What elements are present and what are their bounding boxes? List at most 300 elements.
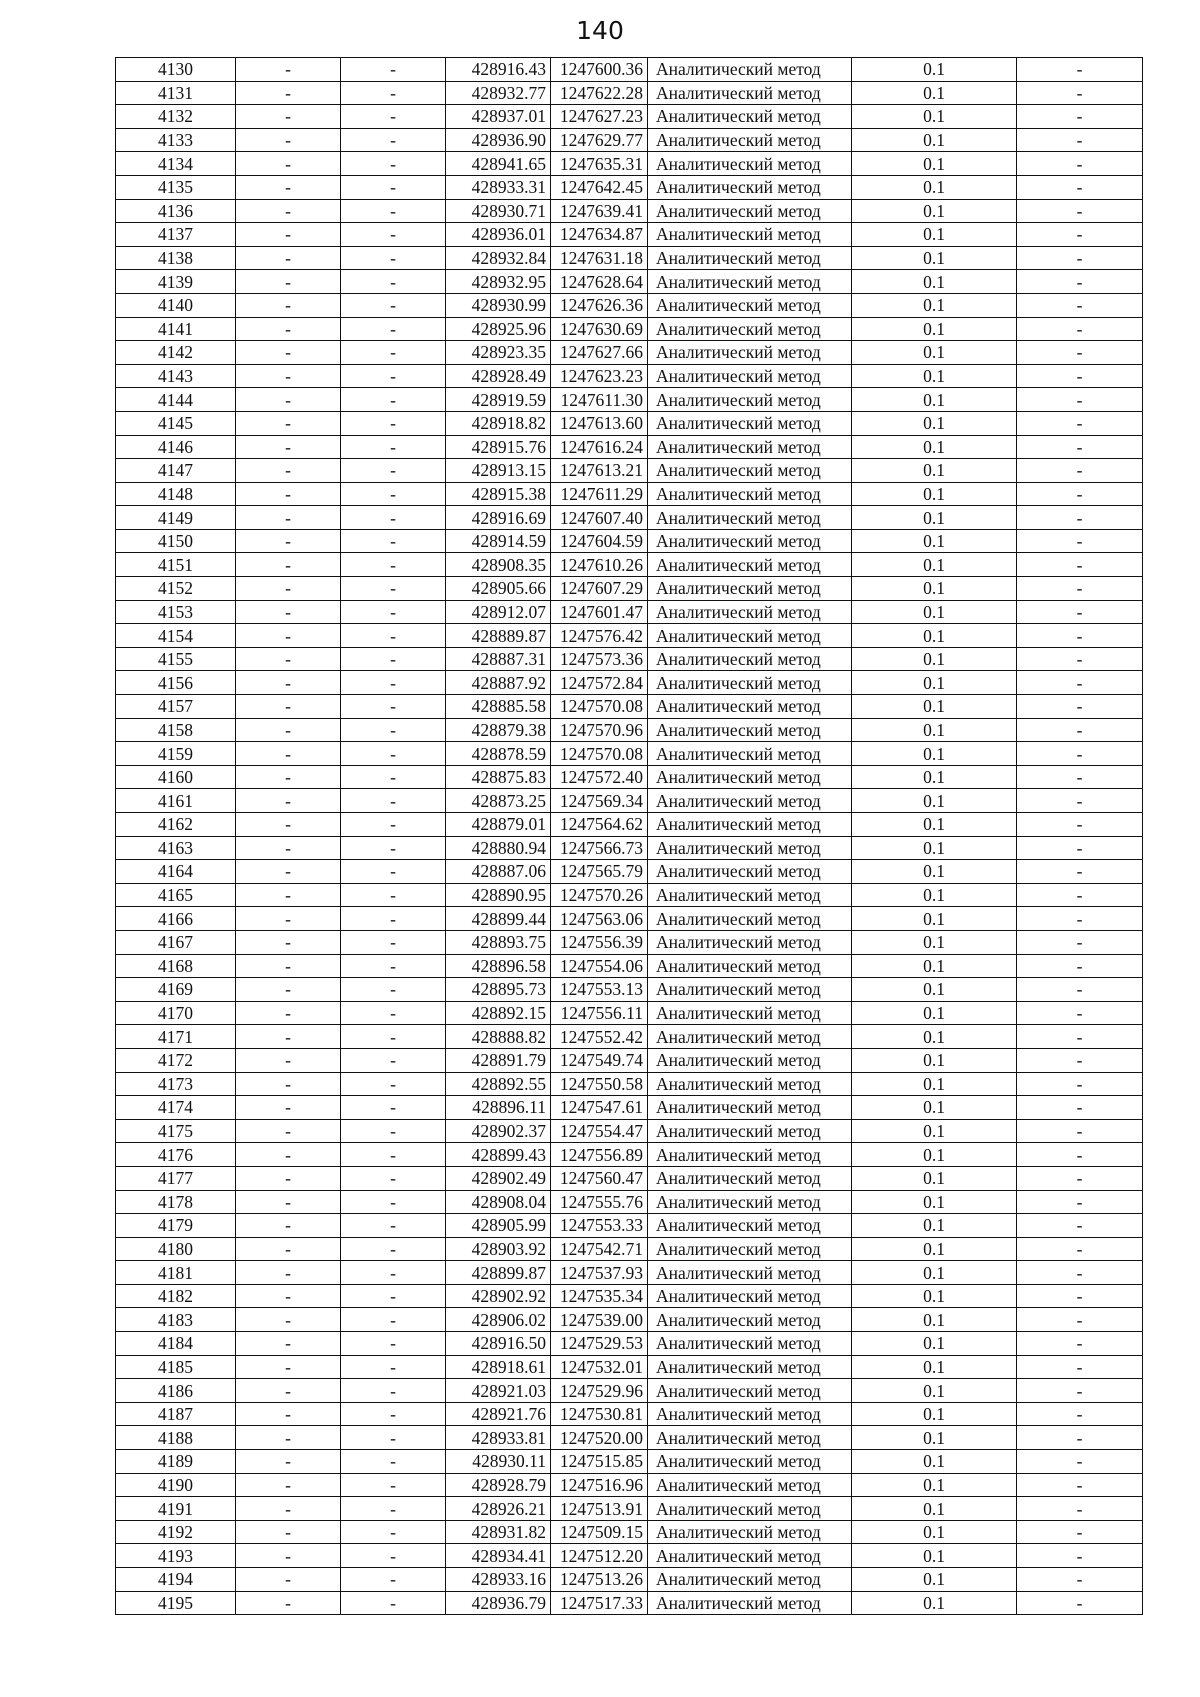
cell-accuracy: 0.1 bbox=[852, 411, 1017, 435]
cell-point-number: 4145 bbox=[116, 411, 236, 435]
cell-col-8: - bbox=[1017, 1119, 1143, 1143]
cell-col-3: - bbox=[341, 907, 446, 931]
cell-col-3: - bbox=[341, 270, 446, 294]
table-row bbox=[116, 175, 1143, 199]
cell-coord-x: 428895.73 bbox=[446, 978, 551, 1002]
cell-point-number: 4190 bbox=[116, 1473, 236, 1497]
cell-coord-x: 428941.65 bbox=[446, 152, 551, 176]
cell-method: Аналитический метод bbox=[648, 836, 852, 860]
cell-col-8: - bbox=[1017, 1308, 1143, 1332]
cell-accuracy: 0.1 bbox=[852, 671, 1017, 695]
cell-point-number: 4133 bbox=[116, 128, 236, 152]
cell-accuracy: 0.1 bbox=[852, 341, 1017, 365]
cell-col-2: - bbox=[236, 293, 341, 317]
cell-method: Аналитический метод bbox=[648, 978, 852, 1002]
cell-col-2: - bbox=[236, 1520, 341, 1544]
cell-method: Аналитический метод bbox=[648, 647, 852, 671]
cell-col-8: - bbox=[1017, 270, 1143, 294]
cell-point-number: 4146 bbox=[116, 435, 236, 459]
cell-col-2: - bbox=[236, 317, 341, 341]
cell-col-8: - bbox=[1017, 1096, 1143, 1120]
cell-coord-y: 1247553.13 bbox=[551, 978, 648, 1002]
cell-col-3: - bbox=[341, 152, 446, 176]
table-row bbox=[116, 695, 1143, 719]
cell-col-3: - bbox=[341, 600, 446, 624]
cell-coord-y: 1247639.41 bbox=[551, 199, 648, 223]
cell-col-2: - bbox=[236, 482, 341, 506]
cell-method: Аналитический метод bbox=[648, 223, 852, 247]
cell-point-number: 4182 bbox=[116, 1284, 236, 1308]
page-number: 140 bbox=[576, 16, 624, 45]
cell-col-3: - bbox=[341, 364, 446, 388]
cell-accuracy: 0.1 bbox=[852, 1497, 1017, 1521]
cell-col-2: - bbox=[236, 1048, 341, 1072]
coordinates-table bbox=[115, 57, 1143, 1615]
cell-point-number: 4156 bbox=[116, 671, 236, 695]
cell-method: Аналитический метод bbox=[648, 1497, 852, 1521]
cell-coord-x: 428918.82 bbox=[446, 411, 551, 435]
cell-col-2: - bbox=[236, 1568, 341, 1592]
cell-coord-x: 428928.79 bbox=[446, 1473, 551, 1497]
cell-accuracy: 0.1 bbox=[852, 789, 1017, 813]
table-row bbox=[116, 1473, 1143, 1497]
cell-col-3: - bbox=[341, 435, 446, 459]
cell-coord-y: 1247556.11 bbox=[551, 1001, 648, 1025]
cell-coord-x: 428912.07 bbox=[446, 600, 551, 624]
cell-col-8: - bbox=[1017, 860, 1143, 884]
table-row bbox=[116, 765, 1143, 789]
table-row bbox=[116, 1520, 1143, 1544]
cell-col-8: - bbox=[1017, 529, 1143, 553]
cell-coord-y: 1247529.53 bbox=[551, 1332, 648, 1356]
cell-method: Аналитический метод bbox=[648, 1402, 852, 1426]
cell-col-2: - bbox=[236, 175, 341, 199]
cell-col-8: - bbox=[1017, 577, 1143, 601]
cell-coord-y: 1247529.96 bbox=[551, 1379, 648, 1403]
cell-col-2: - bbox=[236, 1284, 341, 1308]
cell-col-3: - bbox=[341, 1048, 446, 1072]
cell-point-number: 4180 bbox=[116, 1237, 236, 1261]
table-row bbox=[116, 199, 1143, 223]
cell-coord-x: 428934.41 bbox=[446, 1544, 551, 1568]
cell-method: Аналитический метод bbox=[648, 1072, 852, 1096]
cell-method: Аналитический метод bbox=[648, 128, 852, 152]
cell-method: Аналитический метод bbox=[648, 199, 852, 223]
cell-method: Аналитический метод bbox=[648, 1237, 852, 1261]
cell-method: Аналитический метод bbox=[648, 1214, 852, 1238]
cell-col-2: - bbox=[236, 718, 341, 742]
cell-col-8: - bbox=[1017, 836, 1143, 860]
table-row bbox=[116, 341, 1143, 365]
cell-accuracy: 0.1 bbox=[852, 718, 1017, 742]
cell-accuracy: 0.1 bbox=[852, 765, 1017, 789]
cell-coord-x: 428891.79 bbox=[446, 1048, 551, 1072]
table-row bbox=[116, 1166, 1143, 1190]
cell-col-8: - bbox=[1017, 1355, 1143, 1379]
cell-method: Аналитический метод bbox=[648, 1096, 852, 1120]
cell-point-number: 4141 bbox=[116, 317, 236, 341]
cell-col-3: - bbox=[341, 789, 446, 813]
cell-col-2: - bbox=[236, 1591, 341, 1615]
cell-accuracy: 0.1 bbox=[852, 175, 1017, 199]
cell-col-3: - bbox=[341, 1119, 446, 1143]
cell-col-3: - bbox=[341, 671, 446, 695]
cell-method: Аналитический метод bbox=[648, 411, 852, 435]
cell-coord-y: 1247513.26 bbox=[551, 1568, 648, 1592]
cell-col-8: - bbox=[1017, 128, 1143, 152]
cell-method: Аналитический метод bbox=[648, 1284, 852, 1308]
cell-coord-x: 428926.21 bbox=[446, 1497, 551, 1521]
cell-coord-y: 1247554.06 bbox=[551, 954, 648, 978]
cell-accuracy: 0.1 bbox=[852, 1473, 1017, 1497]
cell-col-3: - bbox=[341, 1426, 446, 1450]
table-row bbox=[116, 152, 1143, 176]
cell-accuracy: 0.1 bbox=[852, 553, 1017, 577]
cell-col-3: - bbox=[341, 388, 446, 412]
cell-accuracy: 0.1 bbox=[852, 1355, 1017, 1379]
cell-col-3: - bbox=[341, 411, 446, 435]
cell-point-number: 4153 bbox=[116, 600, 236, 624]
cell-coord-y: 1247572.40 bbox=[551, 765, 648, 789]
cell-method: Аналитический метод bbox=[648, 175, 852, 199]
cell-accuracy: 0.1 bbox=[852, 647, 1017, 671]
cell-method: Аналитический метод bbox=[648, 1591, 852, 1615]
cell-coord-x: 428936.01 bbox=[446, 223, 551, 247]
cell-col-2: - bbox=[236, 1261, 341, 1285]
cell-point-number: 4183 bbox=[116, 1308, 236, 1332]
cell-col-3: - bbox=[341, 1308, 446, 1332]
cell-coord-y: 1247610.26 bbox=[551, 553, 648, 577]
cell-col-8: - bbox=[1017, 364, 1143, 388]
cell-accuracy: 0.1 bbox=[852, 1261, 1017, 1285]
cell-accuracy: 0.1 bbox=[852, 199, 1017, 223]
cell-col-3: - bbox=[341, 529, 446, 553]
table-row bbox=[116, 624, 1143, 648]
cell-coord-y: 1247630.69 bbox=[551, 317, 648, 341]
cell-coord-y: 1247627.23 bbox=[551, 105, 648, 129]
cell-col-2: - bbox=[236, 765, 341, 789]
cell-accuracy: 0.1 bbox=[852, 1591, 1017, 1615]
cell-col-8: - bbox=[1017, 1284, 1143, 1308]
cell-col-8: - bbox=[1017, 1426, 1143, 1450]
cell-accuracy: 0.1 bbox=[852, 529, 1017, 553]
cell-coord-y: 1247631.18 bbox=[551, 246, 648, 270]
cell-coord-x: 428906.02 bbox=[446, 1308, 551, 1332]
cell-accuracy: 0.1 bbox=[852, 600, 1017, 624]
cell-method: Аналитический метод bbox=[648, 529, 852, 553]
cell-coord-y: 1247635.31 bbox=[551, 152, 648, 176]
cell-col-8: - bbox=[1017, 199, 1143, 223]
cell-coord-y: 1247560.47 bbox=[551, 1166, 648, 1190]
cell-accuracy: 0.1 bbox=[852, 246, 1017, 270]
table-row bbox=[116, 813, 1143, 837]
cell-coord-x: 428937.01 bbox=[446, 105, 551, 129]
cell-col-8: - bbox=[1017, 58, 1143, 82]
cell-coord-x: 428932.77 bbox=[446, 81, 551, 105]
cell-coord-x: 428885.58 bbox=[446, 695, 551, 719]
cell-col-2: - bbox=[236, 270, 341, 294]
cell-col-3: - bbox=[341, 978, 446, 1002]
cell-coord-x: 428915.38 bbox=[446, 482, 551, 506]
cell-col-8: - bbox=[1017, 1450, 1143, 1474]
cell-col-2: - bbox=[236, 1308, 341, 1332]
cell-accuracy: 0.1 bbox=[852, 1308, 1017, 1332]
cell-coord-x: 428914.59 bbox=[446, 529, 551, 553]
cell-col-3: - bbox=[341, 577, 446, 601]
cell-method: Аналитический метод bbox=[648, 1261, 852, 1285]
cell-method: Аналитический метод bbox=[648, 152, 852, 176]
cell-point-number: 4131 bbox=[116, 81, 236, 105]
cell-col-8: - bbox=[1017, 105, 1143, 129]
cell-col-8: - bbox=[1017, 1237, 1143, 1261]
cell-coord-y: 1247530.81 bbox=[551, 1402, 648, 1426]
cell-col-2: - bbox=[236, 1072, 341, 1096]
cell-accuracy: 0.1 bbox=[852, 1072, 1017, 1096]
cell-coord-x: 428923.35 bbox=[446, 341, 551, 365]
cell-coord-x: 428902.49 bbox=[446, 1166, 551, 1190]
cell-method: Аналитический метод bbox=[648, 58, 852, 82]
cell-col-2: - bbox=[236, 364, 341, 388]
table-row bbox=[116, 482, 1143, 506]
table-row bbox=[116, 1001, 1143, 1025]
cell-col-8: - bbox=[1017, 930, 1143, 954]
cell-col-3: - bbox=[341, 930, 446, 954]
cell-coord-x: 428933.31 bbox=[446, 175, 551, 199]
cell-col-3: - bbox=[341, 1591, 446, 1615]
cell-accuracy: 0.1 bbox=[852, 482, 1017, 506]
cell-col-3: - bbox=[341, 105, 446, 129]
cell-coord-x: 428921.03 bbox=[446, 1379, 551, 1403]
cell-col-3: - bbox=[341, 1237, 446, 1261]
cell-accuracy: 0.1 bbox=[852, 1214, 1017, 1238]
cell-point-number: 4169 bbox=[116, 978, 236, 1002]
cell-point-number: 4135 bbox=[116, 175, 236, 199]
cell-col-8: - bbox=[1017, 978, 1143, 1002]
cell-method: Аналитический метод bbox=[648, 553, 852, 577]
cell-col-2: - bbox=[236, 1214, 341, 1238]
cell-coord-x: 428902.92 bbox=[446, 1284, 551, 1308]
cell-accuracy: 0.1 bbox=[852, 1166, 1017, 1190]
cell-col-8: - bbox=[1017, 695, 1143, 719]
cell-col-8: - bbox=[1017, 459, 1143, 483]
cell-col-8: - bbox=[1017, 718, 1143, 742]
cell-col-3: - bbox=[341, 246, 446, 270]
cell-accuracy: 0.1 bbox=[852, 1402, 1017, 1426]
cell-col-8: - bbox=[1017, 317, 1143, 341]
cell-coord-y: 1247509.15 bbox=[551, 1520, 648, 1544]
cell-coord-y: 1247549.74 bbox=[551, 1048, 648, 1072]
cell-accuracy: 0.1 bbox=[852, 836, 1017, 860]
cell-col-2: - bbox=[236, 1379, 341, 1403]
cell-point-number: 4136 bbox=[116, 199, 236, 223]
cell-col-8: - bbox=[1017, 600, 1143, 624]
cell-method: Аналитический метод bbox=[648, 1520, 852, 1544]
cell-col-2: - bbox=[236, 1237, 341, 1261]
cell-coord-y: 1247564.62 bbox=[551, 813, 648, 837]
cell-coord-x: 428887.92 bbox=[446, 671, 551, 695]
cell-point-number: 4151 bbox=[116, 553, 236, 577]
cell-coord-x: 428933.81 bbox=[446, 1426, 551, 1450]
cell-col-3: - bbox=[341, 1166, 446, 1190]
cell-col-2: - bbox=[236, 223, 341, 247]
table-row bbox=[116, 58, 1143, 82]
cell-col-8: - bbox=[1017, 175, 1143, 199]
cell-point-number: 4174 bbox=[116, 1096, 236, 1120]
cell-point-number: 4162 bbox=[116, 813, 236, 837]
cell-coord-y: 1247570.08 bbox=[551, 742, 648, 766]
table-row bbox=[116, 742, 1143, 766]
cell-col-2: - bbox=[236, 553, 341, 577]
cell-coord-x: 428888.82 bbox=[446, 1025, 551, 1049]
cell-coord-x: 428893.75 bbox=[446, 930, 551, 954]
cell-col-8: - bbox=[1017, 81, 1143, 105]
cell-coord-y: 1247512.20 bbox=[551, 1544, 648, 1568]
table-row bbox=[116, 1568, 1143, 1592]
cell-point-number: 4186 bbox=[116, 1379, 236, 1403]
cell-col-2: - bbox=[236, 1096, 341, 1120]
cell-coord-y: 1247553.33 bbox=[551, 1214, 648, 1238]
cell-col-2: - bbox=[236, 1143, 341, 1167]
cell-accuracy: 0.1 bbox=[852, 293, 1017, 317]
cell-coord-y: 1247628.64 bbox=[551, 270, 648, 294]
cell-coord-y: 1247626.36 bbox=[551, 293, 648, 317]
cell-coord-y: 1247555.76 bbox=[551, 1190, 648, 1214]
cell-coord-y: 1247565.79 bbox=[551, 860, 648, 884]
cell-point-number: 4144 bbox=[116, 388, 236, 412]
cell-method: Аналитический метод bbox=[648, 435, 852, 459]
cell-point-number: 4150 bbox=[116, 529, 236, 553]
table-row bbox=[116, 435, 1143, 459]
cell-col-2: - bbox=[236, 529, 341, 553]
cell-col-2: - bbox=[236, 1190, 341, 1214]
cell-coord-x: 428896.11 bbox=[446, 1096, 551, 1120]
cell-method: Аналитический метод bbox=[648, 81, 852, 105]
cell-col-3: - bbox=[341, 1332, 446, 1356]
cell-col-2: - bbox=[236, 1544, 341, 1568]
cell-coord-x: 428899.87 bbox=[446, 1261, 551, 1285]
cell-col-8: - bbox=[1017, 553, 1143, 577]
cell-col-8: - bbox=[1017, 1025, 1143, 1049]
cell-coord-y: 1247535.34 bbox=[551, 1284, 648, 1308]
cell-col-2: - bbox=[236, 388, 341, 412]
cell-col-3: - bbox=[341, 1072, 446, 1096]
cell-method: Аналитический метод bbox=[648, 1473, 852, 1497]
cell-method: Аналитический метод bbox=[648, 765, 852, 789]
cell-point-number: 4173 bbox=[116, 1072, 236, 1096]
table-row bbox=[116, 1332, 1143, 1356]
cell-col-3: - bbox=[341, 482, 446, 506]
cell-col-3: - bbox=[341, 223, 446, 247]
cell-col-8: - bbox=[1017, 1379, 1143, 1403]
table-row bbox=[116, 577, 1143, 601]
cell-col-8: - bbox=[1017, 1473, 1143, 1497]
cell-method: Аналитический метод bbox=[648, 624, 852, 648]
table-row bbox=[116, 860, 1143, 884]
cell-col-8: - bbox=[1017, 1497, 1143, 1521]
cell-coord-y: 1247616.24 bbox=[551, 435, 648, 459]
cell-accuracy: 0.1 bbox=[852, 388, 1017, 412]
cell-accuracy: 0.1 bbox=[852, 81, 1017, 105]
cell-method: Аналитический метод bbox=[648, 600, 852, 624]
cell-col-3: - bbox=[341, 1544, 446, 1568]
cell-method: Аналитический метод bbox=[648, 1308, 852, 1332]
cell-coord-x: 428905.99 bbox=[446, 1214, 551, 1238]
cell-point-number: 4176 bbox=[116, 1143, 236, 1167]
cell-col-2: - bbox=[236, 435, 341, 459]
cell-col-3: - bbox=[341, 813, 446, 837]
cell-coord-y: 1247550.58 bbox=[551, 1072, 648, 1096]
cell-col-2: - bbox=[236, 58, 341, 82]
table-row bbox=[116, 1544, 1143, 1568]
cell-col-3: - bbox=[341, 1568, 446, 1592]
cell-coord-y: 1247611.29 bbox=[551, 482, 648, 506]
cell-method: Аналитический метод bbox=[648, 388, 852, 412]
table-row bbox=[116, 459, 1143, 483]
cell-col-3: - bbox=[341, 1001, 446, 1025]
cell-col-2: - bbox=[236, 506, 341, 530]
cell-method: Аналитический метод bbox=[648, 742, 852, 766]
cell-col-2: - bbox=[236, 789, 341, 813]
cell-method: Аналитический метод bbox=[648, 1450, 852, 1474]
cell-coord-y: 1247537.93 bbox=[551, 1261, 648, 1285]
table-row bbox=[116, 81, 1143, 105]
cell-col-8: - bbox=[1017, 1402, 1143, 1426]
cell-point-number: 4195 bbox=[116, 1591, 236, 1615]
cell-col-3: - bbox=[341, 695, 446, 719]
cell-method: Аналитический метод bbox=[648, 1355, 852, 1379]
cell-point-number: 4168 bbox=[116, 954, 236, 978]
cell-col-8: - bbox=[1017, 1143, 1143, 1167]
cell-method: Аналитический метод bbox=[648, 789, 852, 813]
cell-point-number: 4149 bbox=[116, 506, 236, 530]
cell-coord-x: 428916.43 bbox=[446, 58, 551, 82]
cell-point-number: 4154 bbox=[116, 624, 236, 648]
cell-method: Аналитический метод bbox=[648, 1166, 852, 1190]
cell-accuracy: 0.1 bbox=[852, 1001, 1017, 1025]
cell-accuracy: 0.1 bbox=[852, 1426, 1017, 1450]
cell-col-3: - bbox=[341, 1025, 446, 1049]
cell-point-number: 4167 bbox=[116, 930, 236, 954]
table-row bbox=[116, 293, 1143, 317]
cell-point-number: 4157 bbox=[116, 695, 236, 719]
cell-method: Аналитический метод bbox=[648, 270, 852, 294]
cell-method: Аналитический метод bbox=[648, 482, 852, 506]
cell-col-8: - bbox=[1017, 246, 1143, 270]
cell-coord-y: 1247601.47 bbox=[551, 600, 648, 624]
cell-accuracy: 0.1 bbox=[852, 883, 1017, 907]
cell-col-2: - bbox=[236, 860, 341, 884]
table-row bbox=[116, 1072, 1143, 1096]
cell-coord-x: 428915.76 bbox=[446, 435, 551, 459]
cell-col-2: - bbox=[236, 1426, 341, 1450]
cell-col-3: - bbox=[341, 553, 446, 577]
cell-accuracy: 0.1 bbox=[852, 813, 1017, 837]
cell-method: Аналитический метод bbox=[648, 954, 852, 978]
cell-accuracy: 0.1 bbox=[852, 1190, 1017, 1214]
cell-coord-x: 428908.35 bbox=[446, 553, 551, 577]
cell-coord-x: 428896.58 bbox=[446, 954, 551, 978]
table-row bbox=[116, 954, 1143, 978]
cell-coord-y: 1247607.40 bbox=[551, 506, 648, 530]
cell-col-8: - bbox=[1017, 742, 1143, 766]
cell-col-2: - bbox=[236, 105, 341, 129]
cell-col-8: - bbox=[1017, 813, 1143, 837]
cell-col-2: - bbox=[236, 978, 341, 1002]
cell-coord-y: 1247520.00 bbox=[551, 1426, 648, 1450]
cell-coord-x: 428916.69 bbox=[446, 506, 551, 530]
cell-point-number: 4189 bbox=[116, 1450, 236, 1474]
cell-point-number: 4160 bbox=[116, 765, 236, 789]
